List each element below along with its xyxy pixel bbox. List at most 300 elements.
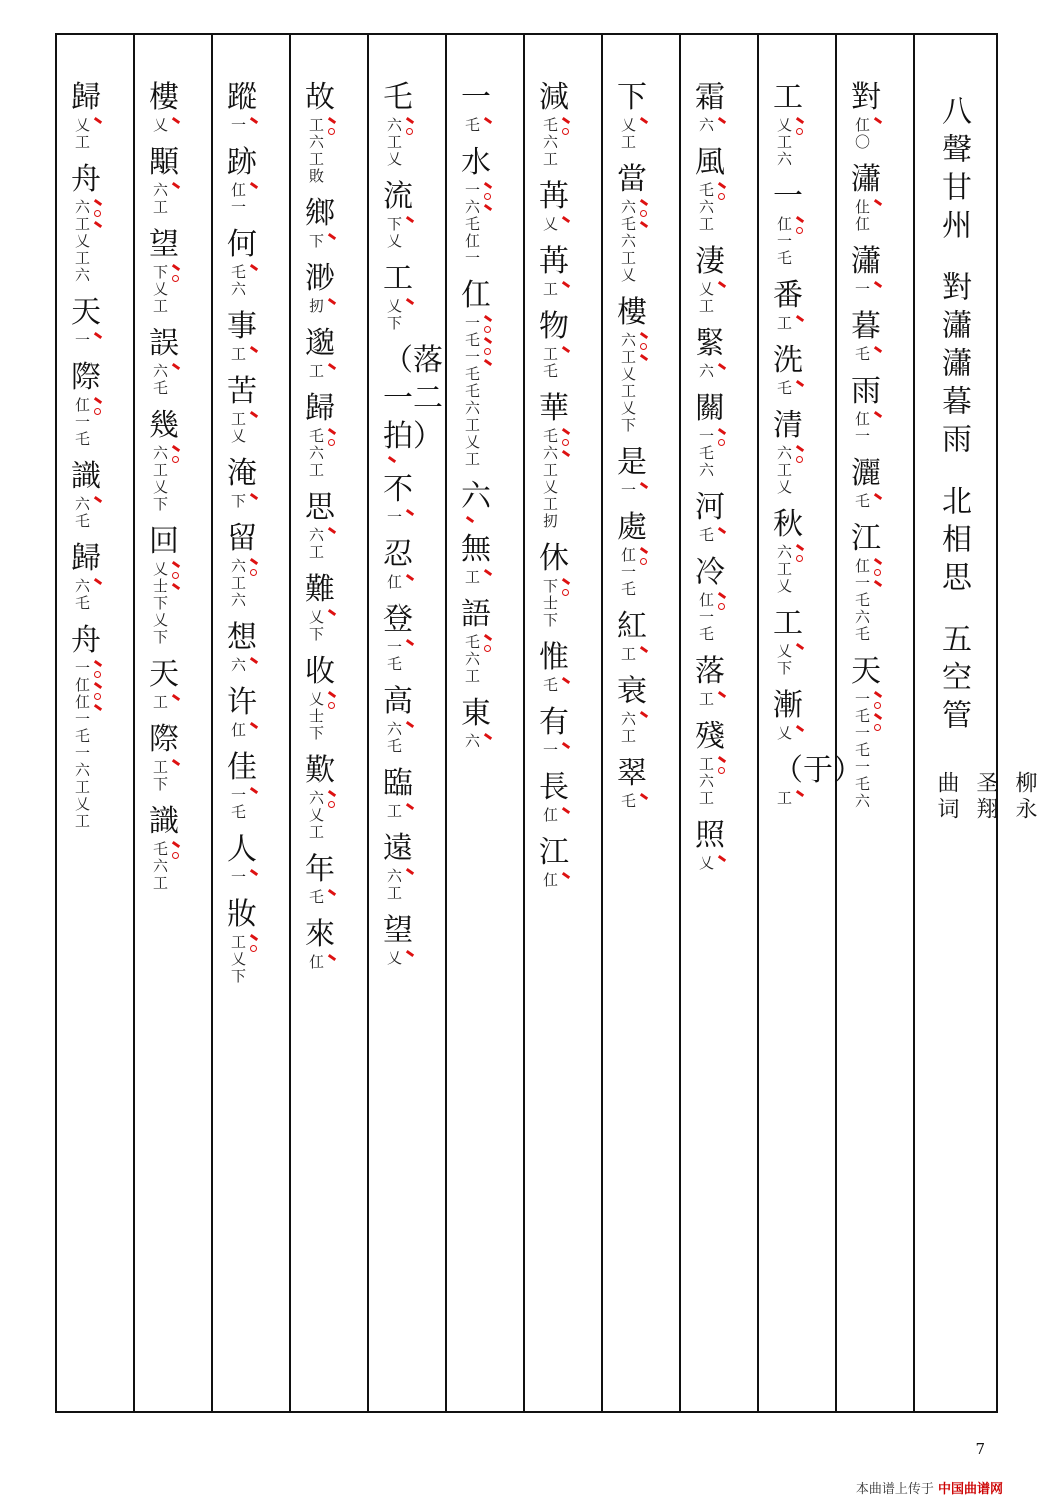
beat-tick-mark <box>796 725 804 732</box>
gongche-symbols: 乇 <box>307 889 325 906</box>
lyric-cell <box>383 830 414 902</box>
beat-tick-mark <box>874 281 882 288</box>
gongche-symbols: 六乇 <box>73 496 91 530</box>
credit-line: 柳永 <box>1012 771 1037 823</box>
beat-circle-mark <box>718 439 725 446</box>
gongche-symbols: 工六工 <box>697 756 715 807</box>
beat-marks <box>328 954 336 971</box>
lyric-cell <box>617 161 648 284</box>
lyric-character: 霜 <box>695 80 725 115</box>
lyric-character: 紅 <box>617 609 647 644</box>
lyric-character: 照 <box>695 818 725 853</box>
beat-marks <box>874 346 882 363</box>
lyric-character: 舟 <box>71 162 101 197</box>
beat-marks <box>640 547 648 598</box>
beat-tick-mark <box>484 182 492 189</box>
gongche-symbols: 六工乂工乂下 <box>619 332 637 434</box>
gongche-symbols: 六 <box>697 117 715 134</box>
lyric-cell <box>695 79 726 134</box>
lyric-cell <box>227 520 258 609</box>
gongche-symbols: 乂工 <box>73 117 91 151</box>
gongche-symbols: 仜一 <box>853 411 871 445</box>
gongche-symbols: 一 <box>385 509 403 526</box>
lyric-cell <box>305 260 336 315</box>
lyric-character: 處 <box>617 510 647 545</box>
beat-tick-mark <box>796 445 804 452</box>
gongche-symbols: 六工 <box>151 182 169 216</box>
gongche-symbols: 乇六工 <box>307 428 325 479</box>
gongche-symbols: 乂 <box>541 216 559 233</box>
lyric-cell <box>851 243 882 298</box>
beat-marks <box>562 117 570 168</box>
gongche-symbols: 六工六 <box>229 558 247 609</box>
gongche-symbols: 一 <box>73 332 91 349</box>
beat-marks <box>796 216 804 267</box>
gongche-symbols: 仜一乇 <box>619 547 637 598</box>
gongche-notation <box>463 516 491 521</box>
beat-tick-mark <box>874 411 882 418</box>
gongche-notation <box>619 117 648 151</box>
lyric-cell <box>227 749 258 821</box>
subtitle: 對瀟瀟暮雨 <box>936 271 971 461</box>
lyric-character: 際 <box>149 722 179 757</box>
beat-circle-mark <box>796 128 803 135</box>
beat-marks <box>388 456 396 461</box>
beat-marks <box>718 363 726 380</box>
lyric-character: 想 <box>227 620 257 655</box>
lyric-cell <box>617 294 648 434</box>
beat-circle-mark <box>484 348 491 355</box>
beat-tick-mark <box>328 954 336 961</box>
beat-tick-mark <box>640 482 648 489</box>
score-frame <box>55 33 1037 1413</box>
gongche-symbols: 一乇六 <box>697 428 715 479</box>
gongche-symbols: 一乇一乇乇六工乂工 <box>463 315 481 468</box>
gongche-notation <box>775 643 804 677</box>
gongche-symbols: 乂工 <box>697 281 715 315</box>
gongche-notation <box>307 527 336 561</box>
gongche-notation <box>541 346 570 380</box>
gongche-notation <box>307 889 336 906</box>
beat-marks <box>718 855 726 872</box>
gongche-notation <box>775 445 804 496</box>
beat-tick-mark <box>406 950 414 957</box>
lyric-cell <box>149 656 180 711</box>
lyric-character: 人 <box>227 832 257 867</box>
lyric-character: 風 <box>695 145 725 180</box>
lyric-cell <box>71 540 102 612</box>
lyric-character: 邈 <box>305 326 335 361</box>
lyric-cell <box>305 79 336 185</box>
beat-circle-mark <box>874 569 881 576</box>
beat-tick-mark <box>796 790 804 797</box>
beat-tick-mark <box>172 182 180 189</box>
lyric-cell <box>539 178 570 233</box>
gongche-notation <box>307 609 336 643</box>
beat-tick-mark <box>172 264 180 271</box>
lyric-cell <box>617 673 648 745</box>
gongche-symbols: 六乇 <box>385 721 403 755</box>
gongche-symbols: 乂工六 <box>775 117 793 168</box>
lyric-character: 惟 <box>539 640 569 675</box>
gongche-notation <box>385 803 414 820</box>
gongche-symbols: 六工乂 <box>775 445 793 496</box>
gongche-notation <box>307 233 336 250</box>
gongche-symbols: 仜 <box>307 954 325 971</box>
beat-tick-mark <box>718 182 726 189</box>
beat-tick-mark <box>172 561 180 568</box>
beat-marks <box>406 868 414 902</box>
lyric-character: 灑 <box>851 456 881 491</box>
lyric-character: 樓 <box>617 295 647 330</box>
beat-marks <box>328 889 336 906</box>
beat-marks <box>250 117 258 134</box>
gongche-symbols: 工乇 <box>541 346 559 380</box>
beat-tick-mark <box>562 807 570 814</box>
gongche-symbols: 仜一乇 <box>775 216 793 267</box>
lyric-cell <box>461 478 491 521</box>
lyric-cell <box>227 79 258 134</box>
score-col-3 <box>681 35 759 1411</box>
beat-tick-mark <box>94 682 102 689</box>
beat-circle-mark <box>640 558 647 565</box>
beat-marks <box>250 264 258 298</box>
beat-tick-mark <box>328 609 336 616</box>
beat-marks <box>562 807 570 824</box>
lyric-character: 落 <box>695 654 725 689</box>
lyric-cell <box>383 471 414 526</box>
lyric-character: 當 <box>617 162 647 197</box>
score-col-9 <box>213 35 291 1411</box>
lyric-cell <box>227 684 258 739</box>
beat-tick-mark <box>250 722 258 729</box>
beat-tick-mark <box>640 117 648 124</box>
score-col-6 <box>447 35 525 1411</box>
gongche-notation <box>463 733 492 750</box>
lyric-cell <box>539 769 570 824</box>
beat-tick-mark <box>406 298 414 305</box>
beat-marks <box>250 558 258 609</box>
gongche-symbols: 下乂工 <box>151 264 169 315</box>
beat-tick-mark <box>172 694 180 701</box>
beat-marks <box>250 657 258 674</box>
gongche-symbols: 工下 <box>151 759 169 793</box>
beat-marks <box>718 117 726 134</box>
beat-circle-mark <box>640 343 647 350</box>
beat-tick-mark <box>466 516 474 523</box>
beat-circle-mark <box>172 456 179 463</box>
lyric-character: 誤 <box>149 326 179 361</box>
gongche-notation <box>541 578 570 629</box>
gongche-symbols: 乂士下 <box>307 691 325 742</box>
beat-tick-mark <box>328 527 336 534</box>
title: 八聲甘州 <box>936 95 971 247</box>
beat-marks <box>172 363 180 397</box>
gongche-notation <box>151 363 180 397</box>
beat-tick-mark <box>328 428 336 435</box>
gongche-notation <box>775 380 804 397</box>
lyric-cell <box>227 226 258 298</box>
gongche-notation <box>229 722 258 739</box>
title-column <box>915 35 1037 1411</box>
lyric-character: 秋 <box>773 507 803 542</box>
gongche-notation <box>463 182 492 267</box>
lyric-cell <box>695 144 726 233</box>
lyric-cell <box>617 608 648 663</box>
lyric-character: 臨 <box>383 766 413 801</box>
gongche-symbols: 乂工 <box>619 117 637 151</box>
beat-tick-mark <box>562 117 570 124</box>
beat-marks <box>796 725 804 742</box>
lyric-character: 乇 <box>383 80 413 115</box>
lyric-character: 回 <box>149 524 179 559</box>
beat-marks <box>328 233 336 250</box>
beat-marks <box>172 264 180 315</box>
beat-marks <box>718 592 726 643</box>
beat-tick-mark <box>640 354 648 361</box>
lyric-character: 歸 <box>71 541 101 576</box>
beat-tick-mark <box>796 380 804 387</box>
gongche-notation <box>853 117 882 151</box>
gongche-symbols: 仜一乇六乇 <box>853 558 871 643</box>
beat-tick-mark <box>718 756 726 763</box>
beat-marks <box>406 721 414 755</box>
beat-tick-mark <box>562 346 570 353</box>
beat-circle-mark <box>718 767 725 774</box>
gongche-notation <box>385 639 414 673</box>
beat-marks <box>172 182 180 216</box>
gongche-notation <box>541 428 570 530</box>
gongche-notation <box>385 950 414 967</box>
beat-tick-mark <box>640 221 648 228</box>
lyric-character: 留 <box>227 521 257 556</box>
lyric-character: 望 <box>149 227 179 262</box>
beat-marks <box>94 117 102 151</box>
gongche-notation <box>229 787 258 821</box>
gongche-notation <box>619 482 648 499</box>
lyric-cell <box>851 653 882 810</box>
lyric-character: 跡 <box>227 145 257 180</box>
lyric-character: 翠 <box>617 756 647 791</box>
gongche-notation <box>151 117 180 134</box>
beat-marks <box>250 722 258 739</box>
beat-marks <box>172 841 180 892</box>
beat-marks <box>484 182 492 267</box>
beat-marks <box>484 569 492 586</box>
lyric-character: 高 <box>383 684 413 719</box>
lyric-character: 淒 <box>695 244 725 279</box>
beat-circle-mark <box>718 193 725 200</box>
beat-tick-mark <box>406 721 414 728</box>
lyric-character: 工 <box>383 261 413 296</box>
beat-tick-mark <box>640 793 648 800</box>
gongche-symbols: 一六乇仜一 <box>463 182 481 267</box>
beat-tick-mark <box>484 315 492 322</box>
gongche-symbols: 六工 <box>385 868 403 902</box>
lyric-character: 淹 <box>227 456 257 491</box>
score-col-8 <box>291 35 369 1411</box>
lyric-character: （于） <box>773 753 863 788</box>
gongche-symbols: 一乇 <box>229 787 247 821</box>
beat-marks <box>94 332 102 349</box>
beat-tick-mark <box>250 934 258 941</box>
gongche-notation <box>151 182 180 216</box>
gongche-notation <box>697 691 726 708</box>
beat-tick-mark <box>874 580 882 587</box>
lyric-cell <box>149 144 180 216</box>
gongche-symbols: 六乇六工乂 <box>619 199 637 284</box>
gongche-notation <box>853 199 882 233</box>
beat-marks <box>718 182 726 233</box>
lyric-cell <box>461 79 492 134</box>
beat-tick-mark <box>388 456 396 463</box>
beat-marks <box>406 950 414 967</box>
beat-marks <box>406 509 414 526</box>
lyric-cell <box>383 601 414 673</box>
gongche-notation <box>775 117 804 168</box>
beat-tick-mark <box>172 363 180 370</box>
gongche-symbols: 六工 <box>307 527 325 561</box>
lyric-cell <box>305 489 336 561</box>
lyric-character: 苒 <box>539 179 569 214</box>
gongche-notation <box>697 363 726 380</box>
lyric-cell <box>539 540 570 629</box>
gongche-notation <box>697 756 726 807</box>
lyric-cell <box>539 834 570 889</box>
gongche-notation <box>307 428 336 479</box>
lyric-cell <box>71 458 102 530</box>
beat-marks <box>250 493 258 510</box>
beat-tick-mark <box>484 359 492 366</box>
gongche-symbols: 一乇一乇一乇六 <box>853 691 871 810</box>
beat-circle-mark <box>172 275 179 282</box>
beat-marks <box>562 872 570 889</box>
beat-circle-mark <box>562 128 569 135</box>
gongche-notation <box>541 281 570 298</box>
lyric-character: 蹤 <box>227 80 257 115</box>
lyric-cell <box>305 390 336 479</box>
beat-tick-mark <box>94 496 102 503</box>
lyric-cell <box>539 308 570 380</box>
gongche-notation <box>385 721 414 755</box>
gongche-notation <box>541 216 570 233</box>
lyric-cell <box>539 639 570 694</box>
beat-marks <box>484 634 492 685</box>
lyric-cell <box>149 325 180 397</box>
gongche-notation <box>697 592 726 643</box>
gongche-notation <box>463 634 492 685</box>
gongche-symbols: 下 <box>307 233 325 250</box>
lyric-cell <box>305 851 336 906</box>
lyric-cell <box>71 79 102 151</box>
lyric-character: 識 <box>149 804 179 839</box>
lyric-cell <box>773 506 804 595</box>
gongche-symbols: 一 <box>229 869 247 886</box>
beat-marks <box>562 742 570 759</box>
gongche-notation <box>541 807 570 824</box>
beat-tick-mark <box>250 493 258 500</box>
beat-circle-mark <box>484 645 491 652</box>
gongche-symbols: 仜一乇 <box>73 397 91 448</box>
beat-marks <box>796 790 804 807</box>
beat-circle-mark <box>796 456 803 463</box>
beat-tick-mark <box>718 855 726 862</box>
beat-tick-mark <box>562 872 570 879</box>
gongche-notation <box>151 694 180 711</box>
beat-circle-mark <box>406 128 413 135</box>
lyric-character: 苒 <box>539 244 569 279</box>
lyric-character: 雨 <box>851 374 881 409</box>
gongche-symbols: 一 <box>619 482 637 499</box>
beat-tick-mark <box>484 117 492 124</box>
lyric-cell <box>851 455 882 510</box>
beat-marks <box>718 281 726 315</box>
beat-marks <box>640 117 648 151</box>
beat-tick-mark <box>796 315 804 322</box>
gongche-symbols: 六 <box>463 733 481 750</box>
lyric-character: 清 <box>773 408 803 443</box>
gongche-notation <box>853 411 882 445</box>
lyric-character: （落一二拍） <box>383 343 443 454</box>
lyric-cell <box>227 831 258 886</box>
gongche-symbols: 下 <box>229 493 247 510</box>
beat-tick-mark <box>562 428 570 435</box>
beat-circle-mark <box>640 210 647 217</box>
gongche-symbols: 乇六工 <box>541 117 559 168</box>
gongche-notation <box>307 117 336 185</box>
gongche-notation <box>307 790 336 841</box>
lyric-cell <box>149 523 180 646</box>
gongche-symbols: 乂 <box>385 950 403 967</box>
beat-circle-mark <box>874 702 881 709</box>
beat-tick-mark <box>640 711 648 718</box>
lyric-character: 仜 <box>461 278 491 313</box>
gongche-notation <box>697 527 726 544</box>
lyric-character: 長 <box>539 770 569 805</box>
gongche-notation <box>697 117 726 134</box>
lyric-character: 幾 <box>149 408 179 443</box>
lyric-character: 河 <box>695 490 725 525</box>
lyric-character: 番 <box>773 278 803 313</box>
beat-marks <box>796 445 804 496</box>
lyric-character: 舟 <box>71 623 101 658</box>
gongche-notation <box>697 281 726 315</box>
gongche-notation <box>73 660 102 830</box>
gongche-symbols: 一乇 <box>385 639 403 673</box>
lyric-character: 遠 <box>383 831 413 866</box>
beat-tick-mark <box>172 445 180 452</box>
beat-tick-mark <box>250 264 258 271</box>
beat-marks <box>406 574 414 591</box>
beat-tick-mark <box>406 574 414 581</box>
lyric-character: 瀟 <box>851 162 881 197</box>
lyric-cell <box>695 817 726 872</box>
lyric-character: 樓 <box>149 80 179 115</box>
beat-marks <box>640 793 648 810</box>
beat-marks <box>640 482 648 499</box>
beat-tick-mark <box>172 117 180 124</box>
gongche-symbols: 六工乂下 <box>151 445 169 513</box>
lyric-cell <box>617 444 648 499</box>
lyric-character: 對 <box>851 80 881 115</box>
gongche-symbols: 仩仜 <box>853 199 871 233</box>
beat-marks <box>94 496 102 530</box>
gongche-symbols: 乇六工乂工扨 <box>541 428 559 530</box>
beat-marks <box>562 216 570 233</box>
beat-marks <box>796 315 804 332</box>
gongche-symbols: 工 <box>619 646 637 663</box>
beat-tick-mark <box>172 583 180 590</box>
